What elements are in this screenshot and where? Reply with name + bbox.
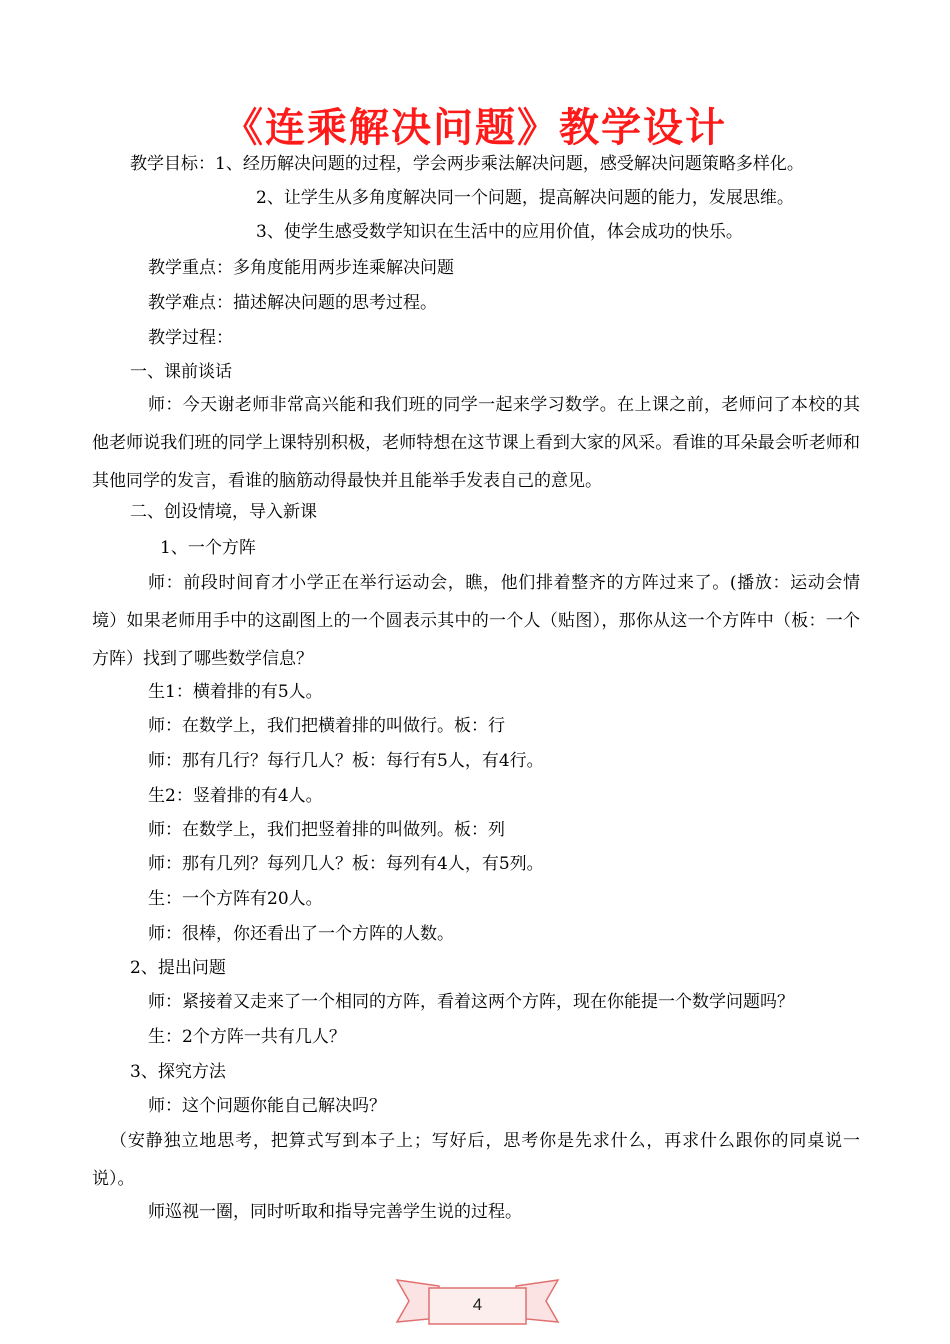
dialogue-line: 生：一个方阵有20人。: [148, 889, 323, 909]
subsection-3-paragraph: （安静独立地思考，把算式写到本子上；写好后，思考你是先求什么，再求什么跟你的同桌说一说）。: [92, 1131, 860, 1189]
objective-line-3: 3、使学生感受数学知识在生活中的应用价值，体会成功的快乐。: [256, 222, 743, 242]
section-1-paragraph: 师：今天谢老师非常高兴能和我们班的同学一起来学习数学。在上课之前，老师问了本校的其他老师说我们班的同学上课特别积极，老师特想在这节课上看到大家的风采。看谁的耳朵最会听老师和其他同学的发言，看谁的脑筋动得最快并且能举手发表自己的意见。: [92, 395, 860, 491]
section-1-heading: 一、课前谈话: [130, 362, 232, 382]
document-title: 《连乘解决问题》教学设计: [223, 105, 727, 151]
dialogue-line: 师：在数学上，我们把竖着排的叫做列。板：列: [148, 820, 505, 840]
section-2-heading: 二、创设情境，导入新课: [130, 502, 317, 522]
page-number-ribbon: [395, 1268, 560, 1338]
key-point: 教学重点：多角度能用两步连乘解决问题: [148, 258, 454, 278]
dialogue-line: 生1：横着排的有5人。: [148, 682, 323, 702]
page-number: 4: [472, 1295, 483, 1314]
subsection-2-heading: 2、提出问题: [130, 958, 226, 978]
objective-line-1: 教学目标：1、经历解决问题的过程，学会两步乘法解决问题，感受解决问题策略多样化。: [130, 154, 804, 174]
subsection-2-line: 生：2个方阵一共有几人？: [148, 1027, 346, 1047]
dialogue-line: 师：很棒，你还看出了一个方阵的人数。: [148, 924, 454, 944]
difficulty: 教学难点：描述解决问题的思考过程。: [148, 293, 437, 313]
dialogue-line: 师：在数学上，我们把横着排的叫做行。板：行: [148, 716, 505, 736]
subsection-3-line: 师巡视一圈，同时听取和指导完善学生说的过程。: [148, 1202, 522, 1222]
subsection-1-heading: 1、一个方阵: [160, 538, 256, 558]
dialogue-line: 师：那有几行？每行几人？板：每行有5人，有4行。: [148, 751, 544, 771]
dialogue-line: 师：那有几列？每列几人？板：每列有4人，有5列。: [148, 854, 544, 874]
subsection-1-intro: 师：前段时间育才小学正在举行运动会，瞧，他们排着整齐的方阵过来了。(播放：运动会情境）如果老师用手中的这副图上的一个圆表示其中的一个人（贴图），那你从这一个方阵中（板：一个方阵）找到了哪些数学信息？: [92, 573, 860, 669]
process-label: 教学过程：: [148, 328, 233, 348]
objective-line-2: 2、让学生从多角度解决同一个问题，提高解决问题的能力，发展思维。: [256, 188, 794, 208]
subsection-3-line: 师：这个问题你能自己解决吗？: [148, 1096, 386, 1116]
dialogue-line: 生2：竖着排的有4人。: [148, 786, 323, 806]
subsection-2-line: 师：紧接着又走来了一个相同的方阵，看着这两个方阵，现在你能提一个数学问题吗？: [148, 992, 794, 1012]
subsection-3-heading: 3、探究方法: [130, 1062, 226, 1082]
